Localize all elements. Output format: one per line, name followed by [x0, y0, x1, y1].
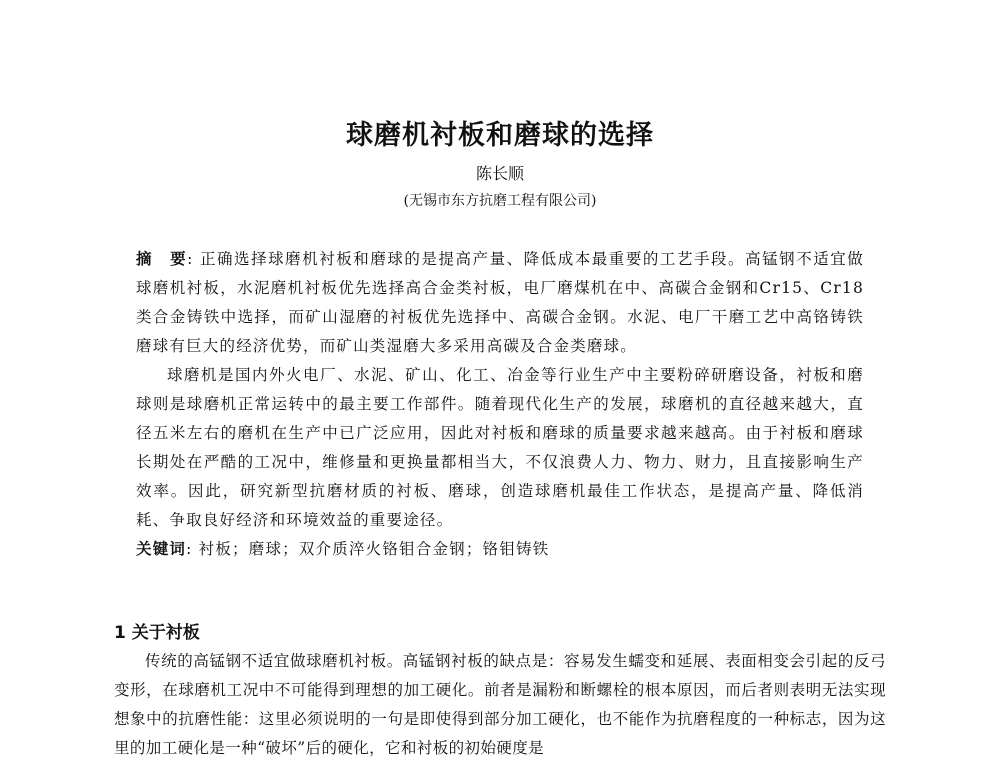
abstract-paragraph — [136, 245, 864, 361]
section-heading-lining-plates: 1 关于衬板 — [114, 623, 200, 643]
abstract-block — [136, 245, 864, 564]
abstract-text: : 正确选择球磨机衬板和磨球的是提高产量、降低成本最重要的工艺手段。高锰钢不适宜做球磨机衬板，水泥磨机衬板优先选择高合金类衬板，电厂磨煤机在中、高碳合金钢和Cr15、Cr18 类合金铸铁中选择，而矿山湿磨的衬板优先选择中、高碳合金钢。水泥、电厂干磨工艺中高铬铸铁磨球有巨大的经济优势，而矿山类湿磨大多采用高碳及合金类磨球。 — [136, 250, 864, 355]
author-name: 陈长顺 — [475, 164, 524, 183]
abstract-label: 摘 要 — [136, 250, 188, 268]
paper-title: 球磨机衬板和磨球的选择 — [346, 120, 654, 151]
keywords-paragraph — [136, 535, 864, 564]
keywords-label: 关键词 — [136, 540, 187, 558]
keywords-text: : 衬板；磨球；双介质淬火铬钼合金钢；铬钼铸铁 — [186, 540, 550, 558]
author-affiliation: (无锡市东方抗磨工程有限公司) — [403, 193, 597, 209]
introduction-paragraph: 球磨机是国内外火电厂、水泥、矿山、化工、冶金等行业生产中主要粉碎研磨设备，衬板和磨球则是球磨机正常运转中的最主要工作部件。随着现代化生产的发展，球磨机的直径越来越大，直径五米左右的磨机在生产中已广泛应用，因此对衬板和磨球的质量要求越来越高。由于衬板和磨球长期处在严酷的工况中，维修量和更换量都相当大，不仅浪费人力、物力、财力，且直接影响生产效率。因此，研究新型抗磨材质的衬板、磨球，创造球磨机最佳工作状态，是提高产量、降低消耗、争取良好经济和环境效益的重要途径。 — [136, 366, 864, 529]
section-body-paragraph: 传统的高锰钢不适宜做球磨机衬板。高锰钢衬板的缺点是：容易发生蠕变和延展、表面相变会引起的反弓变形，在球磨机工况中不可能得到理想的加工硬化。前者是漏粉和断螺栓的根本原因，而后者则表明无法实现想象中的抗磨性能：这里必须说明的一句是即使得到部分加工硬化，也不能作为抗磨程度的一种标志，因为这里的加工硬化是一种“破坏”后的硬化，它和衬板的初始硬度是 — [114, 652, 886, 757]
